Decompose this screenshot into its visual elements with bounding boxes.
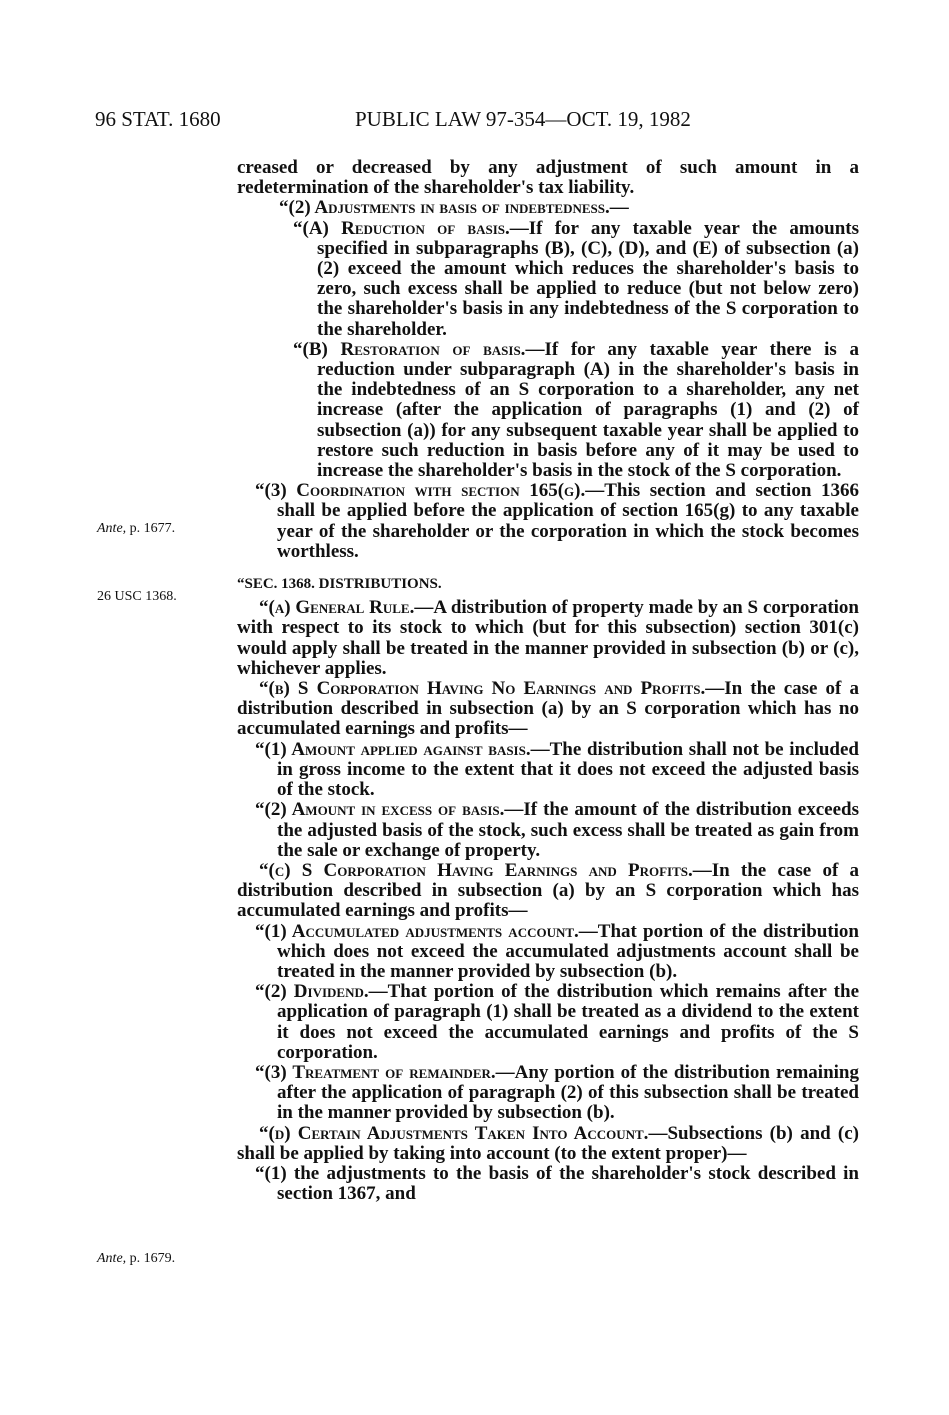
paragraph-3 xyxy=(237,481,859,562)
paragraph-text: —The distribution shall not be included in gross income to the extent that it does not exceed the adjusted basis of the stock. xyxy=(277,738,859,801)
paragraph-text: —If for any taxable year there is a reduction under subparagraph (A) in the shareholder's basis in the indebtedness of an S corporation to a shareholder, any net increase (after the application of paragraphs (1) and (2) of subsection (a)) for any subsequent taxable year shall be applied to restore such reduction in basis before any of it may be used to increase the shareholder's basis in the stock of the S corporation. xyxy=(317,338,859,482)
subsection-d-paragraph-1 xyxy=(237,1164,859,1204)
subsection-c xyxy=(237,861,859,922)
paragraph-text: —This section and section 1366 shall be applied before the application of section 165(g) to any taxable year of the shareholder or the corporation in which the stock becomes worthless. xyxy=(277,480,859,562)
paragraph-continuation xyxy=(237,158,859,198)
subparagraph-a xyxy=(237,219,859,340)
margin-note-text: p. 1679. xyxy=(126,1251,176,1266)
subsection-b-paragraph-2 xyxy=(237,800,859,861)
subsection-heading: “(b) S Corporation Having No Earnings and Profits. xyxy=(259,678,706,700)
paragraph-heading: “(1) Amount applied against basis. xyxy=(255,738,531,760)
margin-note-usc xyxy=(97,589,177,605)
paragraph-heading: “(1) Accumulated adjustments account. xyxy=(255,920,579,942)
paragraph-heading: “(2) Amount in excess of basis. xyxy=(255,799,505,821)
heading-text: “(2) Adjustments in basis of indebtedness.— xyxy=(279,197,629,219)
paragraph-text: —If the amount of the distribution exceeds the adjusted basis of the stock, such excess shall be treated as gain from the sale or exchange of property. xyxy=(277,799,859,861)
margin-note-italic: Ante, xyxy=(97,1251,127,1266)
margin-note-ante-1679 xyxy=(97,1251,175,1267)
subsection-b-paragraph-1 xyxy=(237,740,859,801)
paragraph-text: creased or decreased by any adjustment of such amount in a redetermination of the shareholder's tax liability. xyxy=(237,157,859,199)
subsection-c-paragraph-1 xyxy=(237,922,859,983)
paragraph-text: “(1) the adjustments to the basis of the shareholder's stock described in section 1367, and xyxy=(255,1162,859,1205)
paragraph-text: —That portion of the distribution which remains after the application of paragraph (1) shall be treated as a dividend to the extent it does not exceed the accumulated earnings and profits of the S corporation. xyxy=(277,981,860,1063)
subparagraph-b xyxy=(237,340,859,481)
paragraph-2-heading xyxy=(237,198,859,218)
paragraph-text: —In the case of a distribution described in subsection (a) by an S corporation which has accumulated earnings and profits— xyxy=(237,859,859,922)
subsection-c-paragraph-3 xyxy=(237,1063,859,1124)
subsection-heading: “(d) Certain Adjustments Taken Into Account. xyxy=(259,1122,649,1144)
margin-note-text: p. 1677. xyxy=(126,521,176,536)
subparagraph-heading: “(A) Reduction of basis. xyxy=(293,217,510,239)
subsection-b xyxy=(237,679,859,740)
subparagraph-heading: “(B) Restoration of basis. xyxy=(293,338,526,360)
subsection-heading: “(c) S Corporation Having Earnings and Profits. xyxy=(259,859,693,881)
margin-note-italic: Ante, xyxy=(97,521,127,536)
subsection-a xyxy=(237,598,859,679)
statute-page-number: 96 STAT. 1680 xyxy=(95,107,221,131)
statute-body xyxy=(237,158,859,1204)
paragraph-heading: “(3) Treatment of remainder. xyxy=(255,1061,496,1083)
paragraph-heading: “(3) Coordination with section 165(g). xyxy=(255,480,586,502)
paragraph-text: —If for any taxable year the amounts specified in subparagraphs (B), (C), (D), and (E) of subsection (a)(2) exceed the amount which reduces the shareholder's basis to zero, such excess shall be applied to reduce (but not below zero) the shareholder's basis in any indebtedness of the S corporation to the shareholder. xyxy=(317,217,859,340)
law-citation: PUBLIC LAW 97-354—OCT. 19, 1982 xyxy=(355,107,691,131)
subsection-d xyxy=(237,1124,859,1164)
margin-note-ante-1677 xyxy=(97,521,175,537)
section-title: “SEC. 1368. DISTRIBUTIONS. xyxy=(237,576,442,593)
paragraph-text: —Subsections (b) and (c) shall be applied by taking into account (to the extent proper)— xyxy=(237,1122,859,1164)
paragraph-text: —That portion of the distribution which does not exceed the accumulated adjustments account shall be treated in the manner provided by subsection (b). xyxy=(277,920,859,982)
section-heading xyxy=(237,574,859,594)
subsection-heading: “(a) General Rule. xyxy=(259,597,415,619)
paragraph-text: —Any portion of the distribution remaining after the application of paragraph (2) of this subsection shall be treated in the manner provided by subsection (b). xyxy=(277,1061,859,1124)
subsection-c-paragraph-2 xyxy=(237,982,859,1063)
paragraph-text: —A distribution of property made by an S corporation with respect to its stock to which (but for this subsection) section 301(c) would apply shall be treated in the manner provided in subsection (b) or (c), whichever applies. xyxy=(237,597,859,679)
page-header xyxy=(95,107,859,137)
paragraph-heading: “(2) Dividend. xyxy=(255,981,369,1003)
paragraph-text: —In the case of a distribution described in subsection (a) by an S corporation which has no accumulated earnings and profits— xyxy=(237,678,859,740)
margin-note-text: 26 USC 1368. xyxy=(97,589,177,604)
